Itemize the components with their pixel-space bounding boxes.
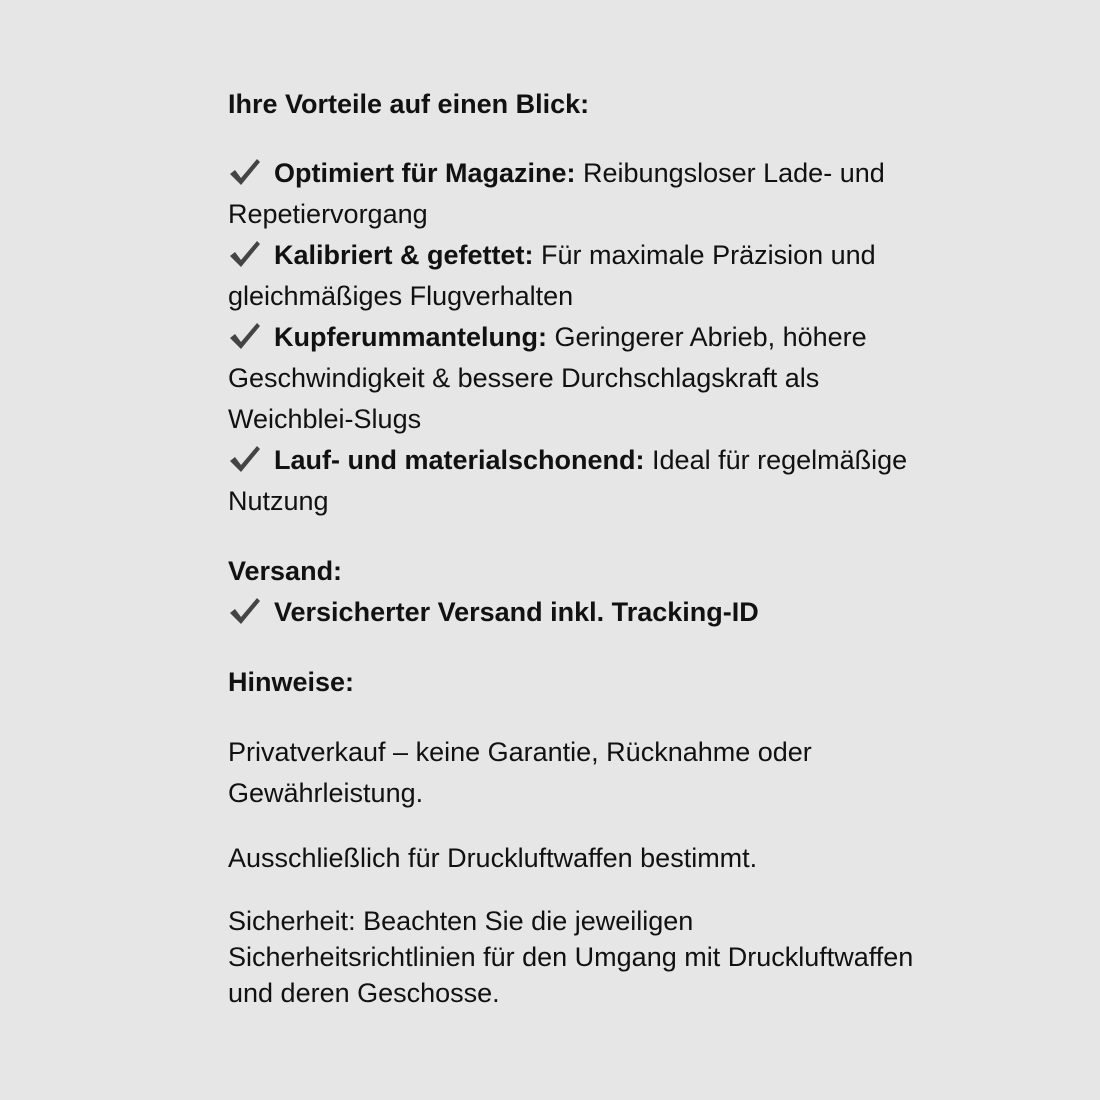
product-description: [228, 84, 918, 1011]
advantage-item-barrel: [228, 440, 918, 522]
shipping-heading: Versand:: [228, 556, 343, 586]
hint-safety: Sicherheit: Beachten Sie die jeweiligen Sicherheitsrichtlinien für den Umgang mit Druckluftwaffen und deren Geschosse.: [228, 906, 914, 1008]
shipping-list: [228, 592, 918, 633]
shipping-label: Versicherter Versand inkl. Tracking-ID: [274, 597, 759, 627]
hints-section: [228, 662, 918, 1011]
advantage-text: Geringerer Abrieb, höhere Geschwindigkeit & bessere Durchschlagskraft als Weichblei-Slugs: [228, 322, 867, 434]
advantage-item-magazine: [228, 153, 918, 235]
advantage-label: Kupferummantelung:: [274, 322, 547, 352]
advantage-item-calibrated: [228, 235, 918, 317]
advantages-list: [228, 153, 918, 522]
shipping-item-insured: [228, 592, 918, 633]
advantages-heading: Ihre Vorteile auf einen Blick:: [228, 89, 590, 119]
advantage-label: Kalibriert & gefettet:: [274, 240, 534, 270]
hint-private-sale: Privatverkauf – keine Garantie, Rücknahme oder Gewährleistung.: [228, 737, 812, 808]
check-mark-icon: [228, 444, 262, 474]
check-mark-icon: [228, 157, 262, 187]
check-mark-icon: [228, 239, 262, 269]
check-mark-icon: [228, 321, 262, 351]
hint-airgun-only: Ausschließlich für Druckluftwaffen bestimmt.: [228, 843, 758, 873]
advantage-label: Optimiert für Magazine:: [274, 158, 576, 188]
advantage-label: Lauf- und materialschonend:: [274, 445, 645, 475]
advantage-text: Ideal für regelmäßige Nutzung: [228, 445, 908, 516]
advantage-text: Für maximale Präzision und gleichmäßiges Flugverhalten: [228, 240, 876, 311]
advantages-section: [228, 84, 918, 522]
shipping-section: [228, 551, 918, 633]
advantage-item-copper: [228, 317, 918, 440]
hints-heading: Hinweise:: [228, 667, 355, 697]
check-mark-icon: [228, 596, 262, 626]
advantage-text: Reibungsloser Lade- und Repetiervorgang: [228, 158, 885, 229]
